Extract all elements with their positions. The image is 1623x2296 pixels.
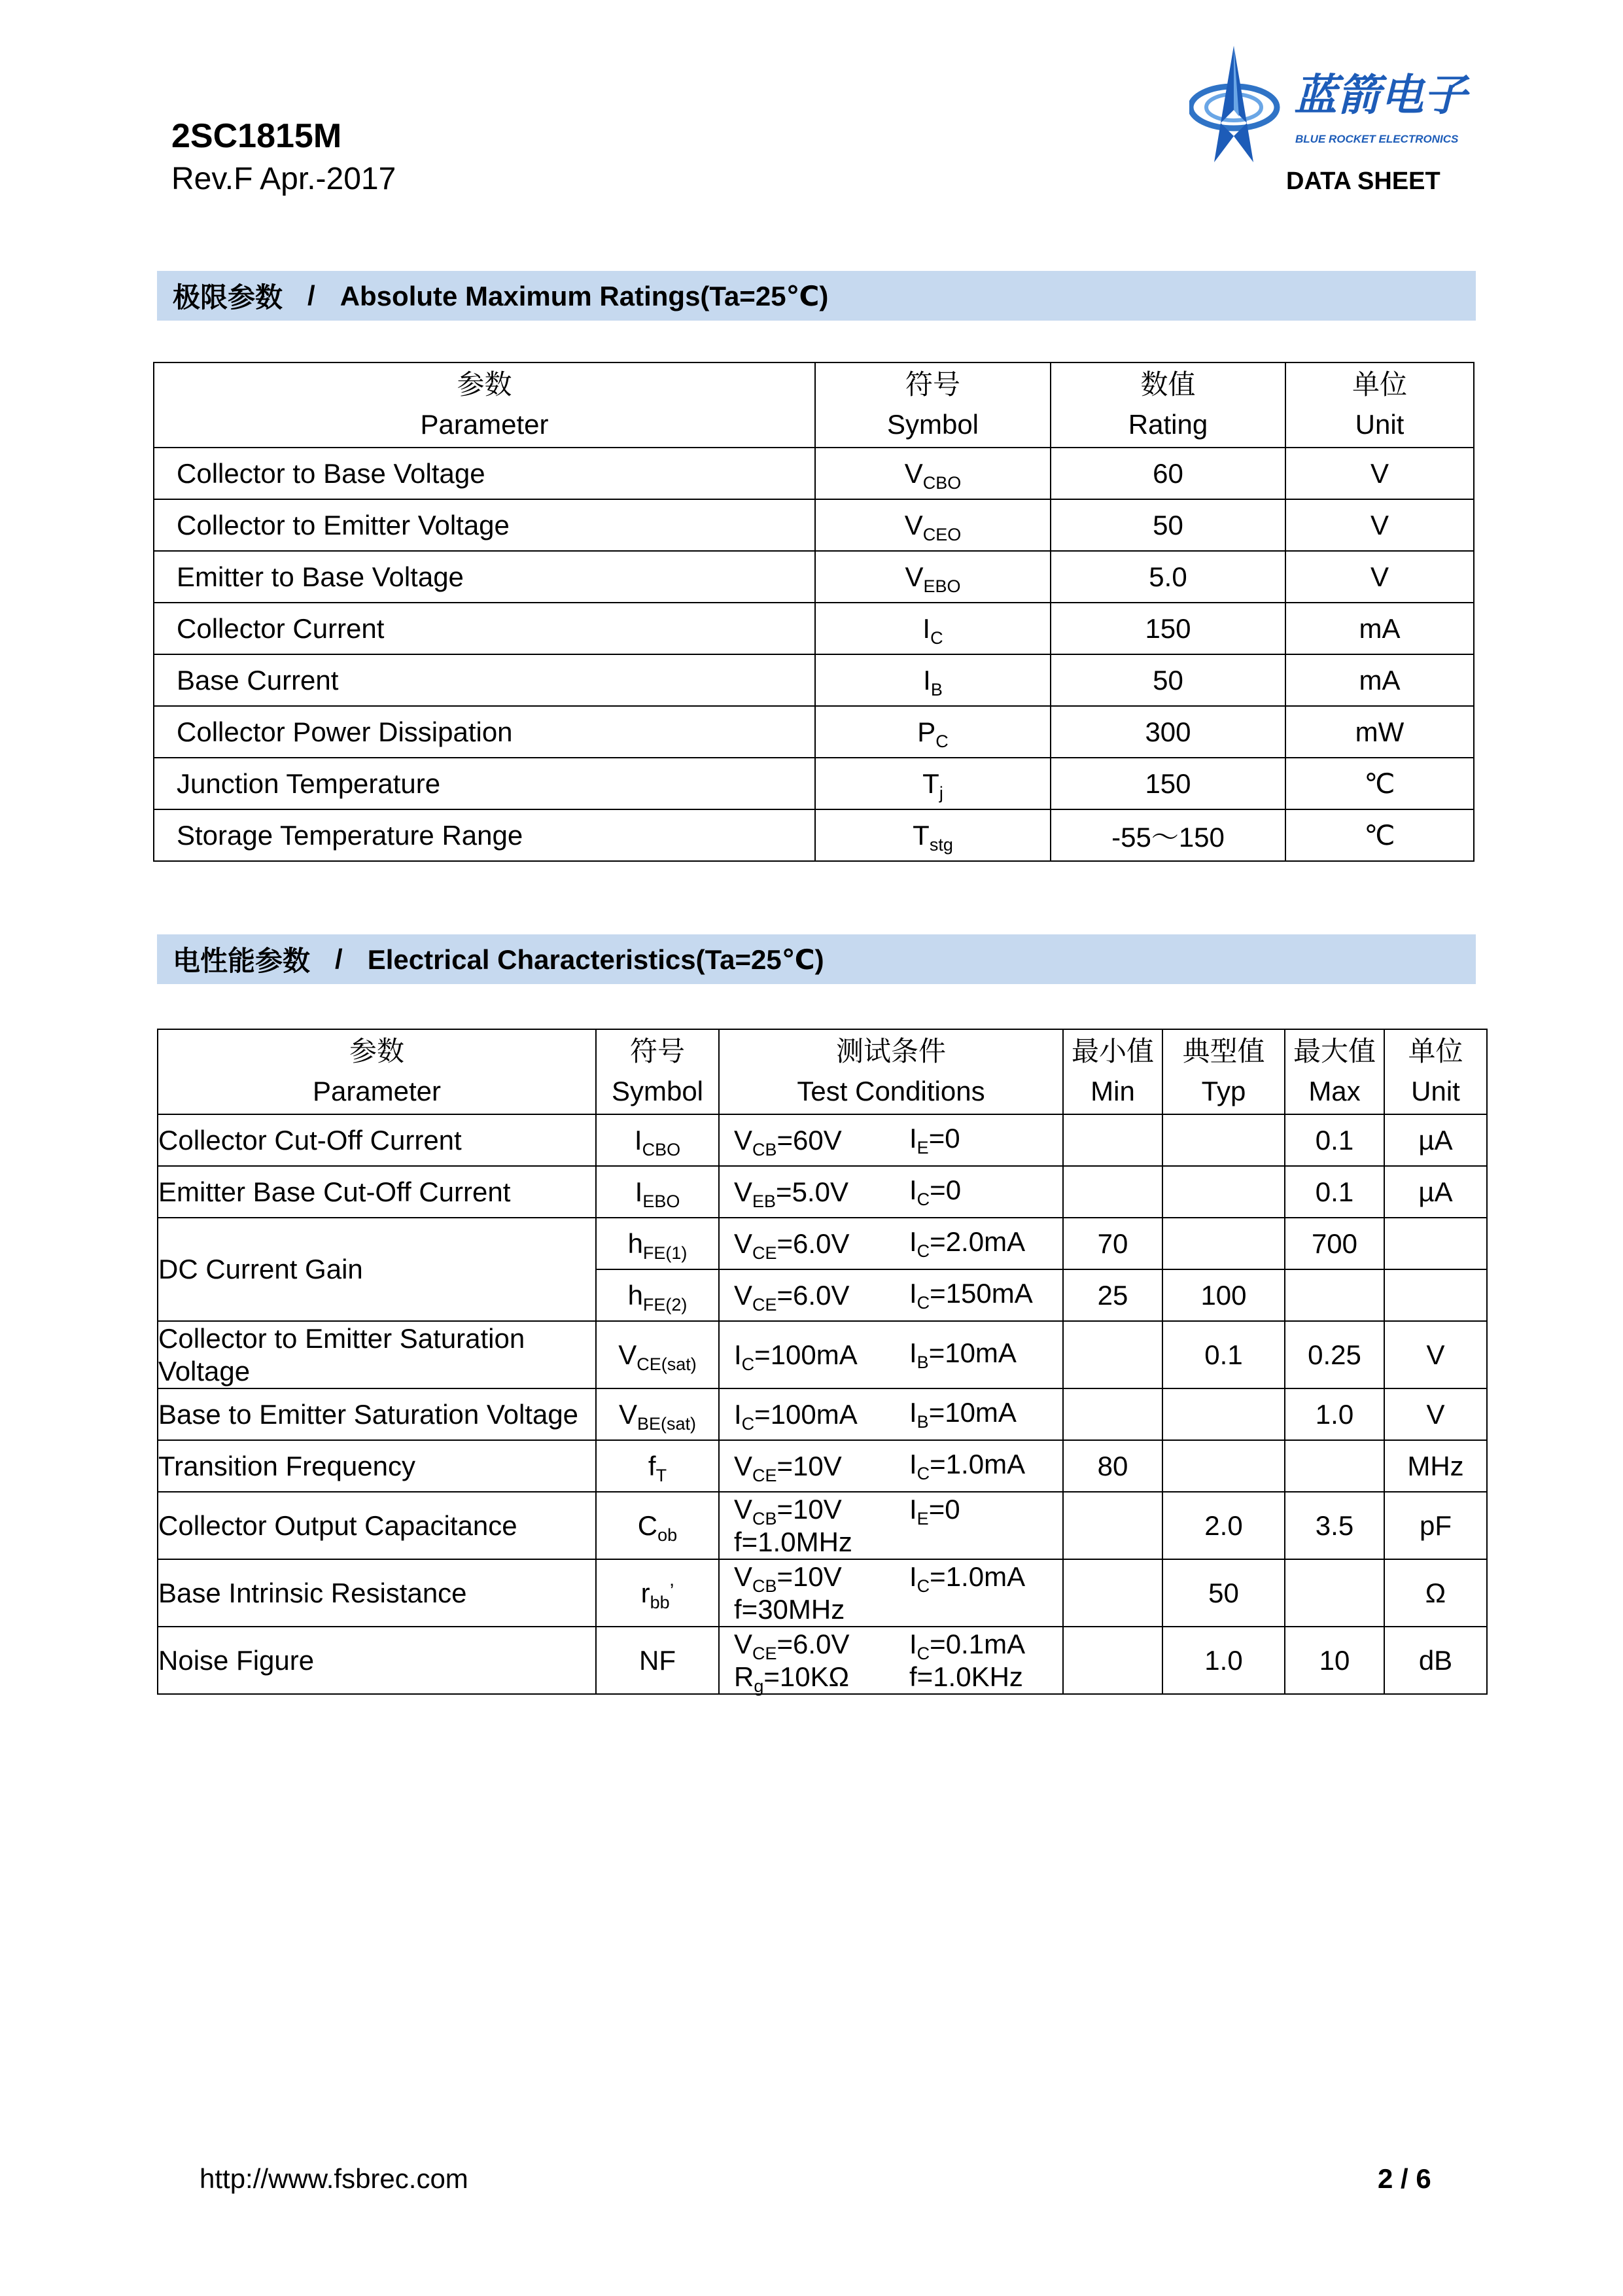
unit-cell: µA (1384, 1114, 1487, 1166)
symbol-cell: $I_{EBO}$ (596, 1166, 719, 1218)
ec-header-max: 最大值 Max (1285, 1029, 1384, 1114)
max-cell: 0.1 (1285, 1166, 1384, 1218)
conditions-cell: $V_{CE}=6.0V$ $I_C=2.0mA$ (719, 1218, 1063, 1269)
param-cell: Transition Frequency (158, 1440, 596, 1492)
param-cell: Collector to Emitter Saturation Voltage (158, 1321, 596, 1388)
conditions-cell: $V_{CB}=10V$ $I_C=1.0mA$ f=30MHz (719, 1559, 1063, 1627)
ec-header-symbol: 符号 Symbol (596, 1029, 719, 1114)
amr-section-title (157, 271, 1476, 321)
min-cell (1063, 1492, 1162, 1559)
min-cell (1063, 1166, 1162, 1218)
unit-cell: V (1384, 1321, 1487, 1388)
ec-table (157, 1029, 1488, 1695)
param-cell: Noise Figure (158, 1627, 596, 1694)
unit-cell: mW (1285, 706, 1474, 758)
unit-cell: ℃ (1285, 809, 1474, 861)
symbol-cell: $V_{CEO}$ (815, 499, 1051, 551)
amr-title-separator: / (307, 280, 315, 311)
symbol-cell: $V_{CBO}$ (815, 448, 1051, 499)
rating-cell: 150 (1051, 758, 1285, 809)
logo-cn-text: 蓝箭电子 (1294, 70, 1467, 120)
unit-cell: mA (1285, 654, 1474, 706)
unit-cell: ℃ (1285, 758, 1474, 809)
rating-cell: 150 (1051, 603, 1285, 654)
typ-cell (1162, 1388, 1285, 1440)
conditions-cell: $V_{CE}=10V$ $I_C=1.0mA$ (719, 1440, 1063, 1492)
table-row (158, 1440, 1487, 1492)
typ-cell (1162, 1440, 1285, 1492)
footer-url-link[interactable]: http://www.fsbrec.com (200, 2163, 468, 2194)
symbol-cell: $V_{EBO}$ (815, 551, 1051, 603)
min-cell (1063, 1388, 1162, 1440)
param-cell: Storage Temperature Range (154, 809, 815, 861)
table-row (158, 1166, 1487, 1218)
param-cell: Collector Current (154, 603, 815, 654)
max-cell: 700 (1285, 1218, 1384, 1269)
symbol-cell: NF (596, 1627, 719, 1694)
table-row (154, 551, 1474, 603)
rating-cell: -55～150 (1051, 809, 1285, 861)
typ-cell (1162, 1114, 1285, 1166)
max-cell (1285, 1559, 1384, 1627)
symbol-cell: $V_{CE(sat)}$ (596, 1321, 719, 1388)
symbol-cell: $r_{bb}$’ (596, 1559, 719, 1627)
table-row (154, 448, 1474, 499)
min-cell (1063, 1321, 1162, 1388)
param-cell: Collector to Base Voltage (154, 448, 815, 499)
table-row (158, 1559, 1487, 1627)
param-cell: DC Current Gain (158, 1218, 596, 1321)
typ-cell: 0.1 (1162, 1321, 1285, 1388)
max-cell: 3.5 (1285, 1492, 1384, 1559)
ec-title-en: Electrical Characteristics(Ta=25℃) (367, 944, 824, 975)
param-cell: Base to Emitter Saturation Voltage (158, 1388, 596, 1440)
table-row (154, 706, 1474, 758)
param-cell: Junction Temperature (154, 758, 815, 809)
conditions-cell: $V_{CB}=10V$ $I_E=0$ f=1.0MHz (719, 1492, 1063, 1559)
unit-cell: mA (1285, 603, 1474, 654)
min-cell (1063, 1627, 1162, 1694)
symbol-cell: $P_C$ (815, 706, 1051, 758)
conditions-cell: $V_{CB}=60V$ $I_E=0$ (719, 1114, 1063, 1166)
rating-cell: 5.0 (1051, 551, 1285, 603)
symbol-cell: $V_{BE(sat)}$ (596, 1388, 719, 1440)
unit-cell: V (1285, 499, 1474, 551)
company-logo (1189, 44, 1484, 169)
min-cell: 25 (1063, 1269, 1162, 1321)
unit-cell: dB (1384, 1627, 1487, 1694)
symbol-cell: $I_C$ (815, 603, 1051, 654)
max-cell: 0.25 (1285, 1321, 1384, 1388)
param-cell: Base Intrinsic Resistance (158, 1559, 596, 1627)
amr-title-en: Absolute Maximum Ratings(Ta=25℃) (340, 280, 829, 311)
amr-header-row (154, 362, 1474, 448)
param-cell: Collector Cut-Off Current (158, 1114, 596, 1166)
amr-header-parameter: 参数 Parameter (154, 362, 815, 448)
ec-section-title (157, 934, 1476, 984)
ec-header-min: 最小值 Min (1063, 1029, 1162, 1114)
logo-en-text: BLUE ROCKET ELECTRONICS (1295, 133, 1459, 145)
conditions-cell: $I_C=100mA$ $I_B=10mA$ (719, 1388, 1063, 1440)
typ-cell (1162, 1166, 1285, 1218)
typ-cell: 2.0 (1162, 1492, 1285, 1559)
amr-header-unit: 单位 Unit (1285, 362, 1474, 448)
symbol-cell: $I_B$ (815, 654, 1051, 706)
unit-cell: µA (1384, 1166, 1487, 1218)
table-row (158, 1321, 1487, 1388)
min-cell: 80 (1063, 1440, 1162, 1492)
param-cell: Collector Output Capacitance (158, 1492, 596, 1559)
max-cell: 10 (1285, 1627, 1384, 1694)
table-row (158, 1388, 1487, 1440)
unit-cell: V (1285, 551, 1474, 603)
param-cell: Collector to Emitter Voltage (154, 499, 815, 551)
symbol-cell: $T_j$ (815, 758, 1051, 809)
typ-cell (1162, 1218, 1285, 1269)
rating-cell: 60 (1051, 448, 1285, 499)
unit-cell: Ω (1384, 1559, 1487, 1627)
param-cell: Base Current (154, 654, 815, 706)
table-row (158, 1218, 1487, 1269)
ec-header-typ: 典型值 Typ (1162, 1029, 1285, 1114)
ec-header-parameter: 参数 Parameter (158, 1029, 596, 1114)
conditions-cell: $I_C=100mA$ $I_B=10mA$ (719, 1321, 1063, 1388)
min-cell: 70 (1063, 1218, 1162, 1269)
symbol-cell: $h_{FE(1)}$ (596, 1218, 719, 1269)
unit-cell: MHz (1384, 1440, 1487, 1492)
max-cell: 1.0 (1285, 1388, 1384, 1440)
datasheet-label: DATA SHEET (1286, 168, 1440, 195)
min-cell (1063, 1114, 1162, 1166)
symbol-cell: $h_{FE(2)}$ (596, 1269, 719, 1321)
unit-cell: V (1384, 1388, 1487, 1440)
table-row (158, 1114, 1487, 1166)
table-row (158, 1627, 1487, 1694)
amr-header-symbol: 符号 Symbol (815, 362, 1051, 448)
amr-title-cn: 极限参数 (173, 282, 283, 313)
typ-cell: 50 (1162, 1559, 1285, 1627)
symbol-cell: $I_{CBO}$ (596, 1114, 719, 1166)
param-cell: Emitter Base Cut-Off Current (158, 1166, 596, 1218)
param-cell: Collector Power Dissipation (154, 706, 815, 758)
amr-table (153, 362, 1475, 862)
revision: Rev.F Apr.-2017 (171, 162, 396, 196)
unit-cell: pF (1384, 1492, 1487, 1559)
part-number: 2SC1815M (171, 117, 342, 155)
max-cell: 0.1 (1285, 1114, 1384, 1166)
rating-cell: 50 (1051, 499, 1285, 551)
symbol-cell: $f_T$ (596, 1440, 719, 1492)
unit-cell (1384, 1218, 1487, 1269)
ec-header-row (158, 1029, 1487, 1114)
min-cell (1063, 1559, 1162, 1627)
table-row (154, 758, 1474, 809)
table-row (154, 654, 1474, 706)
table-row (154, 809, 1474, 861)
conditions-cell: $V_{EB}=5.0V$ $I_C=0$ (719, 1166, 1063, 1218)
table-row (154, 499, 1474, 551)
typ-cell: 100 (1162, 1269, 1285, 1321)
conditions-cell: $V_{CE}=6.0V$ $I_C=0.1mA$ $R_g=10K\Omega$ f=1.0KHz (719, 1627, 1063, 1694)
ec-header-conditions: 测试条件 Test Conditions (719, 1029, 1063, 1114)
ec-header-unit: 单位 Unit (1384, 1029, 1487, 1114)
typ-cell: 1.0 (1162, 1627, 1285, 1694)
max-cell (1285, 1440, 1384, 1492)
param-cell: Emitter to Base Voltage (154, 551, 815, 603)
conditions-cell: $V_{CE}=6.0V$ $I_C=150mA$ (719, 1269, 1063, 1321)
symbol-cell: $C_{ob}$ (596, 1492, 719, 1559)
rating-cell: 50 (1051, 654, 1285, 706)
ec-title-cn: 电性能参数 (173, 945, 311, 976)
table-row (158, 1492, 1487, 1559)
table-row (154, 603, 1474, 654)
ec-title-separator: / (335, 944, 343, 974)
symbol-cell: $T_{stg}$ (815, 809, 1051, 861)
unit-cell: V (1285, 448, 1474, 499)
page-number: 2 / 6 (1378, 2163, 1431, 2194)
max-cell (1285, 1269, 1384, 1321)
amr-header-rating: 数值 Rating (1051, 362, 1285, 448)
unit-cell (1384, 1269, 1487, 1321)
rating-cell: 300 (1051, 706, 1285, 758)
